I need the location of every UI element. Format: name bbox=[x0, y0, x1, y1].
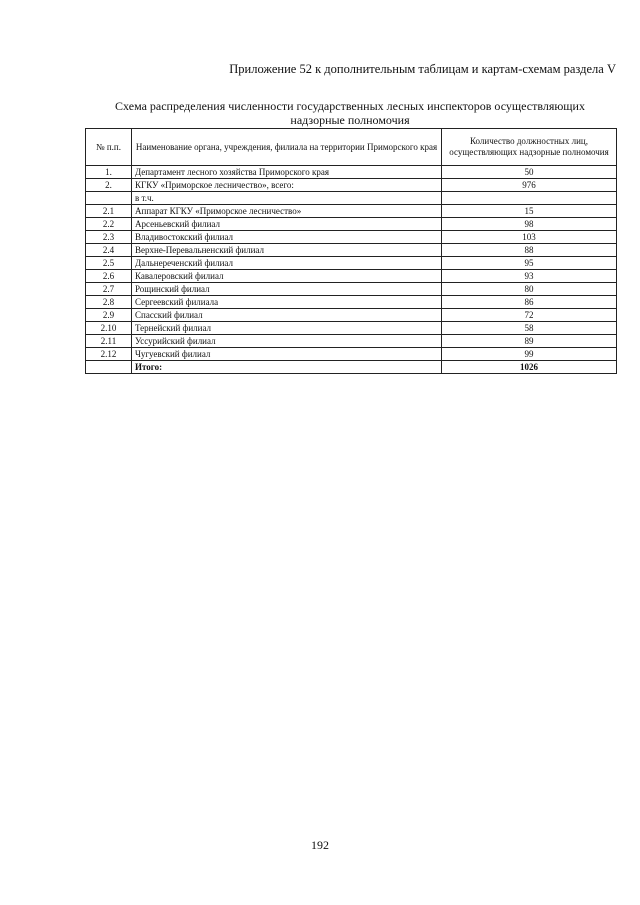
table-row bbox=[86, 218, 617, 231]
header-name: Наименование органа, учреждения, филиала на территории Приморского края bbox=[132, 129, 442, 166]
row-count-cell: 98 bbox=[442, 218, 617, 231]
row-count-cell: 103 bbox=[442, 231, 617, 244]
row-name-cell: Чугуевский филиал bbox=[132, 348, 442, 361]
row-number-cell: 2.12 bbox=[86, 348, 132, 361]
row-name-cell: Уссурийский филиал bbox=[132, 335, 442, 348]
row-name-cell: Тернейский филиал bbox=[132, 322, 442, 335]
title-line-1: Схема распределения численности государственных лесных инспекторов осуществляющих bbox=[115, 99, 585, 113]
inspectors-table bbox=[85, 128, 617, 374]
row-name-cell: Дальнереченский филиал bbox=[132, 257, 442, 270]
table-row bbox=[86, 322, 617, 335]
table-header-row bbox=[86, 129, 617, 166]
row-number-cell: 2.7 bbox=[86, 283, 132, 296]
header-count: Количество должностных лиц, осуществляющих надзорные полномочия bbox=[442, 129, 617, 166]
row-count-cell: 93 bbox=[442, 270, 617, 283]
row-name-cell: Рощинский филиал bbox=[132, 283, 442, 296]
row-number-cell: 2.10 bbox=[86, 322, 132, 335]
table-row bbox=[86, 179, 617, 192]
table-row bbox=[86, 166, 617, 179]
row-number-cell: 2.6 bbox=[86, 270, 132, 283]
row-number-cell: 2.11 bbox=[86, 335, 132, 348]
table-row bbox=[86, 296, 617, 309]
row-count-cell: 80 bbox=[442, 283, 617, 296]
table-row bbox=[86, 205, 617, 218]
table-row bbox=[86, 244, 617, 257]
row-number-cell: 2. bbox=[86, 179, 132, 192]
row-count-cell: 58 bbox=[442, 322, 617, 335]
row-number-cell: 1. bbox=[86, 166, 132, 179]
row-count-cell: 99 bbox=[442, 348, 617, 361]
row-count-cell: 72 bbox=[442, 309, 617, 322]
table-row bbox=[86, 231, 617, 244]
row-count-cell: 15 bbox=[442, 205, 617, 218]
row-count-cell bbox=[442, 192, 617, 205]
table-row bbox=[86, 309, 617, 322]
row-name-cell: в т.ч. bbox=[132, 192, 442, 205]
title-line-2: надзорные полномочия bbox=[290, 113, 410, 127]
row-name-cell: Спасский филиал bbox=[132, 309, 442, 322]
total-value: 1026 bbox=[442, 361, 617, 374]
row-name-cell: Верхне-Перевальненский филиал bbox=[132, 244, 442, 257]
header-number: № п.п. bbox=[86, 129, 132, 166]
row-number-cell: 2.3 bbox=[86, 231, 132, 244]
row-count-cell: 976 bbox=[442, 179, 617, 192]
row-count-cell: 95 bbox=[442, 257, 617, 270]
table-body bbox=[86, 166, 617, 374]
table-row bbox=[86, 257, 617, 270]
table-row bbox=[86, 348, 617, 361]
appendix-caption: Приложение 52 к дополнительным таблицам и картам-схемам раздела V bbox=[229, 62, 616, 76]
total-label: Итого: bbox=[132, 361, 442, 374]
row-name-cell: Арсеньевский филиал bbox=[132, 218, 442, 231]
table-row bbox=[86, 283, 617, 296]
table-row bbox=[86, 335, 617, 348]
row-number-cell: 2.9 bbox=[86, 309, 132, 322]
row-count-cell: 86 bbox=[442, 296, 617, 309]
row-count-cell: 50 bbox=[442, 166, 617, 179]
row-name-cell: Владивостокский филиал bbox=[132, 231, 442, 244]
row-name-cell: Департамент лесного хозяйства Приморского края bbox=[132, 166, 442, 179]
row-number-cell: 2.8 bbox=[86, 296, 132, 309]
total-row bbox=[86, 361, 617, 374]
row-name-cell: Сергеевский филиала bbox=[132, 296, 442, 309]
page-number: 192 bbox=[311, 838, 329, 852]
row-count-cell: 88 bbox=[442, 244, 617, 257]
row-number-cell bbox=[86, 192, 132, 205]
row-number-cell: 2.1 bbox=[86, 205, 132, 218]
table-row bbox=[86, 270, 617, 283]
table-row bbox=[86, 192, 617, 205]
row-count-cell: 89 bbox=[442, 335, 617, 348]
row-name-cell: Кавалеровский филиал bbox=[132, 270, 442, 283]
row-number-cell: 2.4 bbox=[86, 244, 132, 257]
row-number-cell: 2.2 bbox=[86, 218, 132, 231]
document-title bbox=[84, 99, 616, 127]
row-name-cell: КГКУ «Приморское лесничество», всего: bbox=[132, 179, 442, 192]
total-number-cell bbox=[86, 361, 132, 374]
row-name-cell: Аппарат КГКУ «Приморское лесничество» bbox=[132, 205, 442, 218]
row-number-cell: 2.5 bbox=[86, 257, 132, 270]
